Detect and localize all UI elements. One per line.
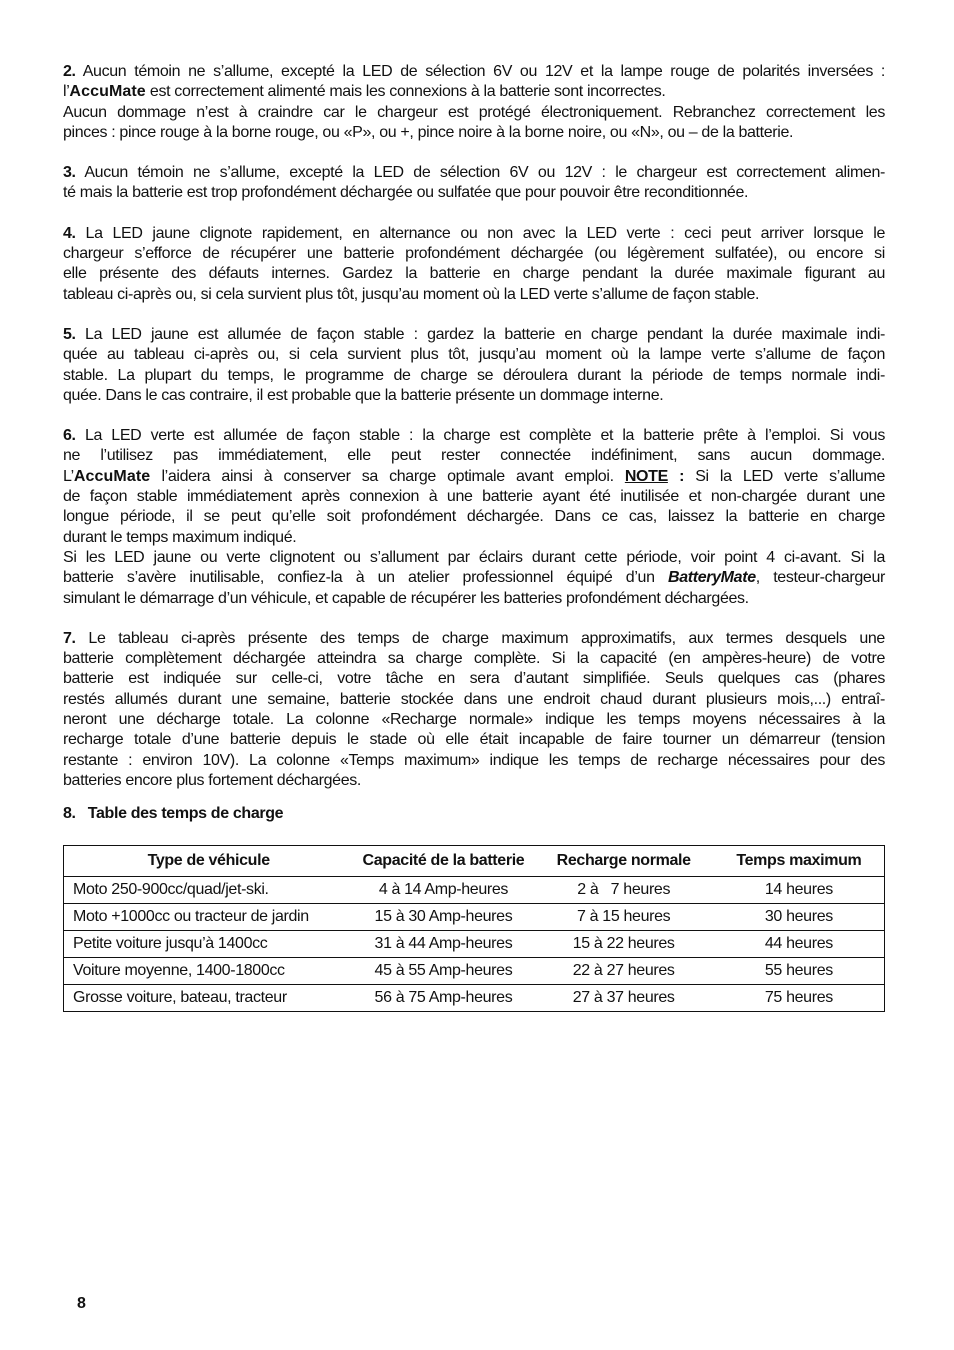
table-cell: Petite voiture jusqu’à 1400cc	[64, 931, 354, 958]
table-cell: 75 heures	[714, 985, 885, 1012]
table-cell: 4 à 14 Amp-heures	[353, 877, 533, 904]
paragraph-6: 6. La LED verte est allumée de façon stable : la charge est complète et la batterie prête à l’emploi. Si vous ne l’utilisez pas immédiatement, elle peut rester connectée indéfiniment, sans aucun dommage. L’AccuMate l’aidera ainsi à conserver sa charge optimale avant emploi. NOTE : Si la LED verte s’allume de façon stable immédiatement après connexion à une batterie ayant été inutilisée et non-chargée durant une longue période, il se peut qu’elle soit profondément déchargée. Dans ce cas, laissez la batterie en charge durant le temps maximum indiqué. Si les LED jaune ou verte clignotent ou s’allument par éclairs durant cette période, voir point 4 ci-avant. Si la batterie s’avère inutilisable, confiez-la à un atelier professionnel équipé d’un BatteryMate, testeur-chargeur simulant le démarrage d’un véhicule, et capable de récupérer les batteries profondément déchargées.	[63, 427, 885, 607]
item-number: 5.	[63, 325, 76, 343]
table-cell: 15 à 22 heures	[534, 931, 714, 958]
table-header-row	[64, 846, 885, 877]
column-header: Temps maximum	[736, 852, 862, 869]
paragraph-2: 2. Aucun témoin ne s’allume, excepté la LED de sélection 6V ou 12V et la lampe rouge de polarités inversées : l’AccuMate est correctement alimenté mais les connexions à la batterie sont incorrectes. Aucun dommage n’est à craindre car le chargeur est protégé électroniquement. Rebranchez correctement les pinces : pince rouge à la borne rouge, ou «P», ou +, pince noire à la borne noire, ou «N», ou – de la batterie.	[63, 63, 885, 141]
page-number: 8	[77, 1295, 86, 1312]
brand-name: AccuMate	[73, 467, 151, 485]
brand-name: AccuMate	[69, 83, 146, 101]
note-label: NOTE	[624, 467, 668, 485]
brand-name: BatteryMate	[668, 569, 756, 587]
item-number: 2.	[63, 63, 76, 80]
table-cell: 44 heures	[714, 931, 885, 958]
item-number: 3.	[63, 164, 76, 182]
paragraph-4: 4. La LED jaune clignote rapidement, en alternance ou non avec la LED verte : ceci peut arriver lorsque le chargeur s’efforce de récupérer une batterie profondément déchargée (ou légèrement sulfatée), ou encore si elle présente des défauts internes. Gardez la batterie en charge pendant la durée maximale figurant au tableau ci-après ou, si cela survient plus tôt, jusqu’au moment où la LED verte s’allume de façon stable.	[63, 224, 885, 303]
table-cell: 2 à 7 heures	[534, 877, 714, 904]
charge-time-table	[63, 845, 885, 1012]
table-title: 8. Table des temps de charge	[63, 805, 284, 822]
item-number: 7.	[63, 629, 76, 647]
paragraph-5: 5. La LED jaune est allumée de façon stable : gardez la batterie en charge pendant la durée maximale indi- quée au tableau ci-après ou, si cela survient plus tôt, jusqu’au moment où la lampe verte s’allume de façon stable. La plupart du temps, le programme de charge se déroulera durant la période de temps normale indi- quée. Dans le cas contraire, il est probable que la batterie présente un dommage interne.	[63, 325, 885, 404]
item-number: 6.	[63, 427, 76, 445]
table-cell: Moto 250-900cc/quad/jet-ski.	[64, 877, 354, 904]
table-cell: 7 à 15 heures	[534, 904, 714, 931]
item-number: 4.	[63, 224, 76, 242]
table-cell: 30 heures	[714, 904, 885, 931]
table-cell: 14 heures	[714, 877, 885, 904]
paragraph-7: 7. Le tableau ci-après présente des temps de charge maximum approximatifs, aux termes desquels une batterie complètement déchargée atteindra sa charge complète. Si la capacité (en ampères-heure) de votre batterie est indiquée sur celle-ci, votre tâche en sera d’autant simplifiée. Seuls quelques cas (phares restés allumés durant une semaine, batterie stockée dans une endroit chaud durant plusieurs mois,...) entraî- neront une décharge totale. La colonne «Recharge normale» indique les temps moyens nécessaires à la recharge totale d’une batterie depuis le stade où elle était incapable de faire tourner un démarreur (tension restante : environ 10V). La colonne «Temps maximum» indique les temps de recharge nécessaires pour des batteries encore plus fortement déchargées.	[63, 629, 885, 789]
table-cell: 31 à 44 Amp-heures	[353, 931, 533, 958]
table-cell: Voiture moyenne, 1400-1800cc	[64, 958, 354, 985]
table-cell: Grosse voiture, bateau, tracteur	[64, 985, 354, 1012]
table-row	[64, 931, 885, 958]
column-header: Recharge normale	[556, 852, 691, 869]
table-cell: 55 heures	[714, 958, 885, 985]
table-cell: 45 à 55 Amp-heures	[353, 958, 533, 985]
table-cell: 15 à 30 Amp-heures	[353, 904, 533, 931]
table-cell: Moto +1000cc ou tracteur de jardin	[64, 904, 354, 931]
table-cell: 27 à 37 heures	[534, 985, 714, 1012]
table-row	[64, 904, 885, 931]
document-body	[63, 62, 885, 811]
column-header: Type de véhicule	[147, 852, 270, 869]
paragraph-3: 3. Aucun témoin ne s’allume, excepté la LED de sélection 6V ou 12V : le chargeur est correctement alimen- té mais la batterie est trop profondément déchargée ou sulfatée que pour pouvoir être reconditionnée.	[63, 164, 886, 202]
table-cell: 56 à 75 Amp-heures	[353, 985, 533, 1012]
table-row	[64, 958, 885, 985]
table-cell: 22 à 27 heures	[534, 958, 714, 985]
column-header: Capacité de la batterie	[362, 852, 525, 869]
table-row	[64, 985, 885, 1012]
table-row	[64, 877, 885, 904]
